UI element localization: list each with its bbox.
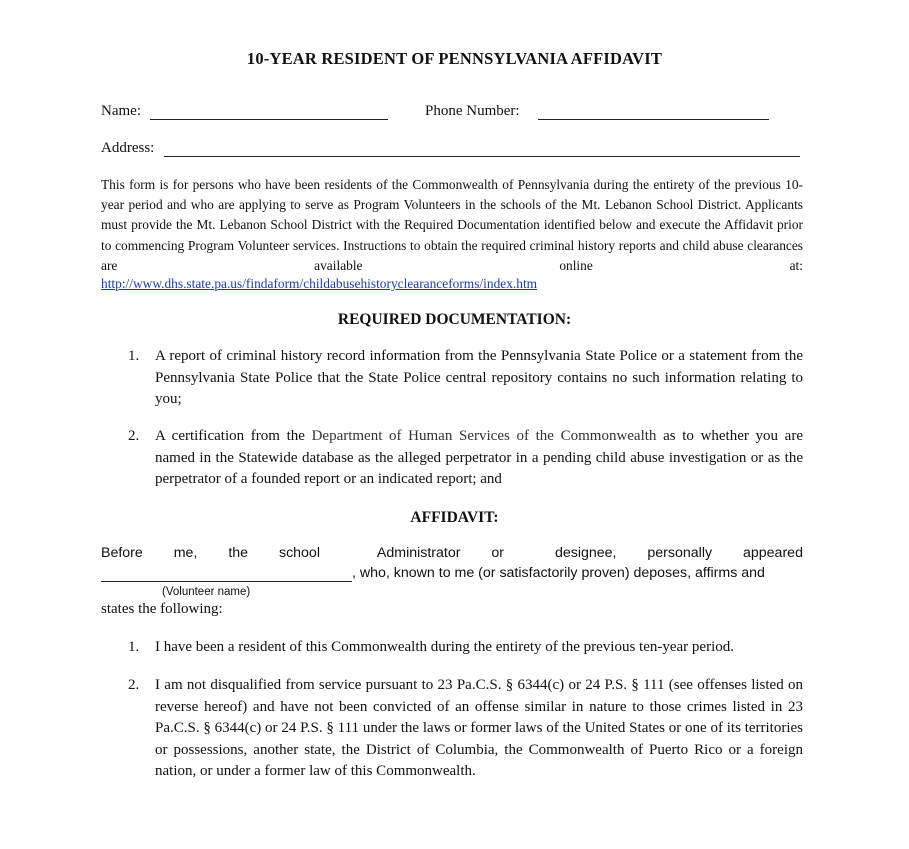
required-item-1-number: 1.: [128, 348, 140, 364]
affidavit-item-1-number: 1.: [128, 639, 140, 655]
affidavit-line-2: , who, known to me (or satisfactorily proven) deposes, affirms and: [352, 565, 765, 581]
affidavit-line-1: [101, 545, 803, 561]
phone-number-label: Phone Number:: [425, 103, 520, 119]
affidavit-line-3: states the following:: [101, 601, 223, 617]
affidavit-word: Before: [101, 545, 143, 561]
required-item-1-text: A report of criminal history record information from the Pennsylvania State Police or a statement from the Pennsylvania State Police that the State Police central repository contains no such information relating to you;: [155, 348, 803, 408]
volunteer-name-caption: (Volunteer name): [162, 586, 251, 598]
required-item-2-text-before: A certification from the: [155, 428, 312, 444]
required-item-2-text: [155, 426, 803, 491]
intro-paragraph: This form is for persons who have been residents of the Commonwealth of Pennsylvania during the entirety of the previous 10-year period and who are applying to serve as Program Volunteers in the schools of the Mt. Lebanon School District. Applicants must provide the Mt. Lebanon School District with the Required Documentation identified below and execute the Affidavit prior to commencing Program Volunteer services. Instructions to obtain the required criminal history reports and child abuse clearances are available online at:: [101, 177, 803, 273]
affidavit-word: me,: [173, 545, 198, 561]
phone-number-field-line[interactable]: [538, 119, 769, 120]
affidavit-word: or: [491, 545, 505, 561]
required-documentation-heading: REQUIRED DOCUMENTATION:: [337, 311, 572, 328]
affidavit-item-2-number: 2.: [128, 677, 140, 693]
address-label: Address:: [101, 140, 155, 156]
required-item-2-number: 2.: [128, 428, 140, 444]
document-title: 10-YEAR RESIDENT OF PENNSYLVANIA AFFIDAVIT: [246, 49, 663, 68]
affidavit-item-1-text: I have been a resident of this Commonwealth during the entirety of the previous ten-year period.: [155, 639, 734, 655]
affidavit-word: Administrator: [376, 545, 461, 561]
name-label: Name:: [101, 103, 141, 119]
affidavit-word: school: [278, 545, 320, 561]
volunteer-name-field-line[interactable]: [101, 581, 352, 582]
instructions-link[interactable]: http://www.dhs.state.pa.us/findaform/childabusehistoryclearanceforms/index.htm: [101, 276, 538, 291]
affidavit-heading: AFFIDAVIT:: [410, 509, 499, 526]
affidavit-word: personally: [647, 545, 713, 561]
name-field-line[interactable]: [150, 119, 388, 120]
dhs-commonwealth-reference: Department of Human Services of the Commonwealth: [311, 428, 657, 444]
required-item-2-text-after: as to whether you are named in the Statewide database as the alleged perpetrator in a pending child abuse investigation or as the perpetrator of a founded report or an indicated report; and: [155, 428, 803, 488]
address-field-line[interactable]: [164, 156, 800, 157]
affidavit-word: appeared: [743, 545, 803, 561]
affidavit-word: the: [228, 545, 249, 561]
affidavit-item-2-text: I am not disqualified from service pursuant to 23 Pa.C.S. § 6344(c) or 24 P.S. § 111 (see offenses listed on reverse hereof) and have not been convicted of an offense similar in nature to those crimes listed in 23 Pa.C.S. § 6344(c) or 24 P.S. § 111 under the laws or former laws of the United States or one of its territories or possessions, another state, the District of Columbia, the Commonwealth of Puerto Rico or a foreign nation, or under a former law of this Commonwealth.: [155, 677, 803, 780]
affidavit-word: designee,: [554, 545, 617, 561]
instructions-link-line: [101, 276, 537, 292]
